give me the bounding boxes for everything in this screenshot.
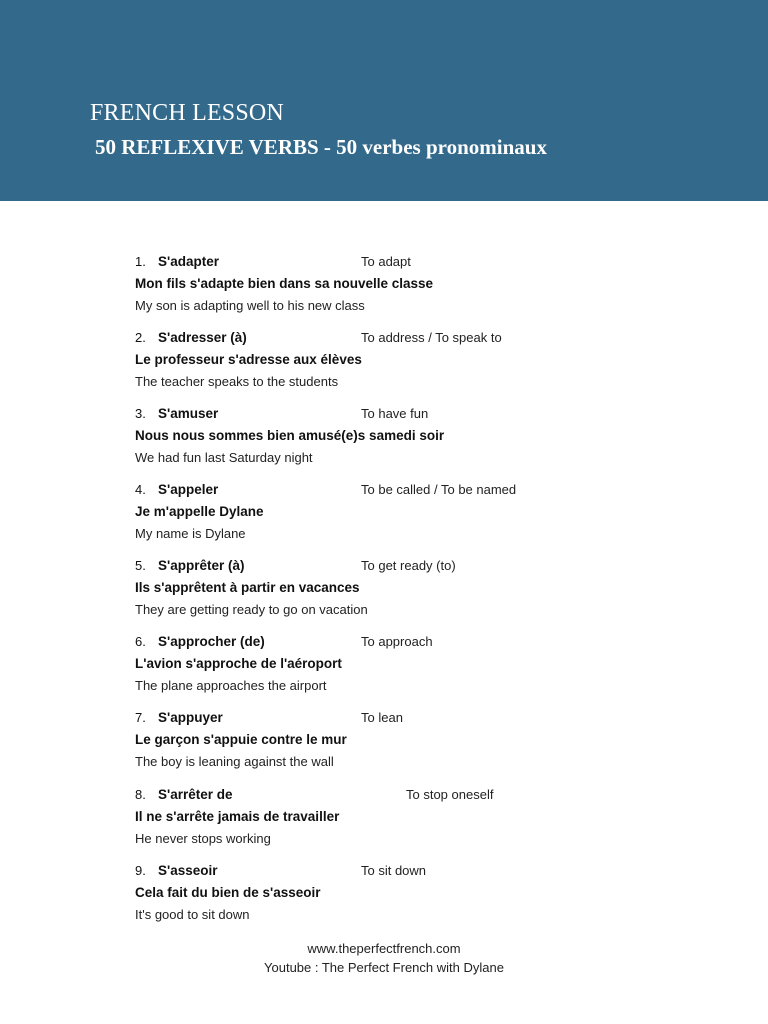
entry-number: 5.	[135, 558, 146, 573]
entry-sentence-english: He never stops working	[135, 831, 271, 846]
entry-sentence-english: My son is adapting well to his new class	[135, 298, 365, 313]
entry-verb: S'approcher (de)	[158, 634, 265, 649]
entry-verb: S'arrêter de	[158, 787, 233, 802]
entry-verb: S'apprêter (à)	[158, 558, 245, 573]
entry-sentence-english: It's good to sit down	[135, 907, 250, 922]
entry-number: 8.	[135, 787, 146, 802]
entry-sentence-french: Nous nous sommes bien amusé(e)s samedi soir	[135, 428, 445, 443]
entry-sentence-french: Ils s'apprêtent à partir en vacances	[135, 580, 360, 595]
verb-entry-2	[135, 329, 695, 399]
entry-sentence-english: The plane approaches the airport	[135, 678, 327, 693]
entry-sentence-french: Cela fait du bien de s'asseoir	[135, 885, 321, 900]
verb-entry-5	[135, 557, 695, 627]
entry-number: 4.	[135, 482, 146, 497]
entry-number: 7.	[135, 710, 146, 725]
entry-number: 9.	[135, 863, 146, 878]
verb-entry-7	[135, 709, 695, 779]
verb-entry-6	[135, 633, 695, 703]
entry-sentence-french: Mon fils s'adapte bien dans sa nouvelle classe	[135, 276, 434, 291]
entry-sentence-english: My name is Dylane	[135, 526, 246, 541]
entry-verb: S'appuyer	[158, 710, 223, 725]
entry-verb: S'asseoir	[158, 863, 218, 878]
entry-translation: To be called / To be named	[361, 482, 517, 497]
footer-website: www.theperfectfrench.com	[307, 941, 461, 956]
page-subtitle: 50 REFLEXIVE VERBS - 50 verbes pronominaux	[95, 135, 547, 159]
entry-verb: S'adresser (à)	[158, 330, 247, 345]
entry-sentence-english: The boy is leaning against the wall	[135, 754, 334, 769]
header-banner	[0, 0, 768, 201]
entry-translation: To adapt	[361, 254, 411, 269]
entry-verb: S'adapter	[158, 254, 219, 269]
entry-translation: To have fun	[361, 406, 429, 421]
entry-translation: To sit down	[361, 863, 427, 878]
entry-number: 2.	[135, 330, 146, 345]
entry-sentence-french: Le professeur s'adresse aux élèves	[135, 352, 362, 367]
verb-entry-4	[135, 481, 695, 551]
entry-sentence-french: L'avion s'approche de l'aéroport	[135, 656, 342, 671]
entry-sentence-english: We had fun last Saturday night	[135, 450, 313, 465]
entry-translation: To stop oneself	[406, 787, 494, 802]
entry-sentence-english: The teacher speaks to the students	[135, 374, 339, 389]
verb-entry-1	[135, 253, 695, 323]
footer-youtube: Youtube : The Perfect French with Dylane	[264, 960, 504, 975]
page-title: FRENCH LESSON	[90, 100, 284, 126]
entry-verb: S'appeler	[158, 482, 219, 497]
verb-entry-9	[135, 862, 695, 932]
verb-entry-8	[135, 786, 695, 856]
entry-sentence-french: Le garçon s'appuie contre le mur	[135, 732, 347, 747]
entry-translation: To get ready (to)	[361, 558, 456, 573]
entry-sentence-english: They are getting ready to go on vacation	[135, 602, 368, 617]
entry-number: 6.	[135, 634, 146, 649]
entry-number: 3.	[135, 406, 146, 421]
entry-number: 1.	[135, 254, 146, 269]
entry-translation: To approach	[361, 634, 433, 649]
entry-sentence-french: Je m'appelle Dylane	[135, 504, 264, 519]
entry-translation: To address / To speak to	[361, 330, 502, 345]
entry-translation: To lean	[361, 710, 403, 725]
verb-entry-3	[135, 405, 695, 475]
entry-verb: S'amuser	[158, 406, 219, 421]
entry-sentence-french: Il ne s'arrête jamais de travailler	[135, 809, 340, 824]
